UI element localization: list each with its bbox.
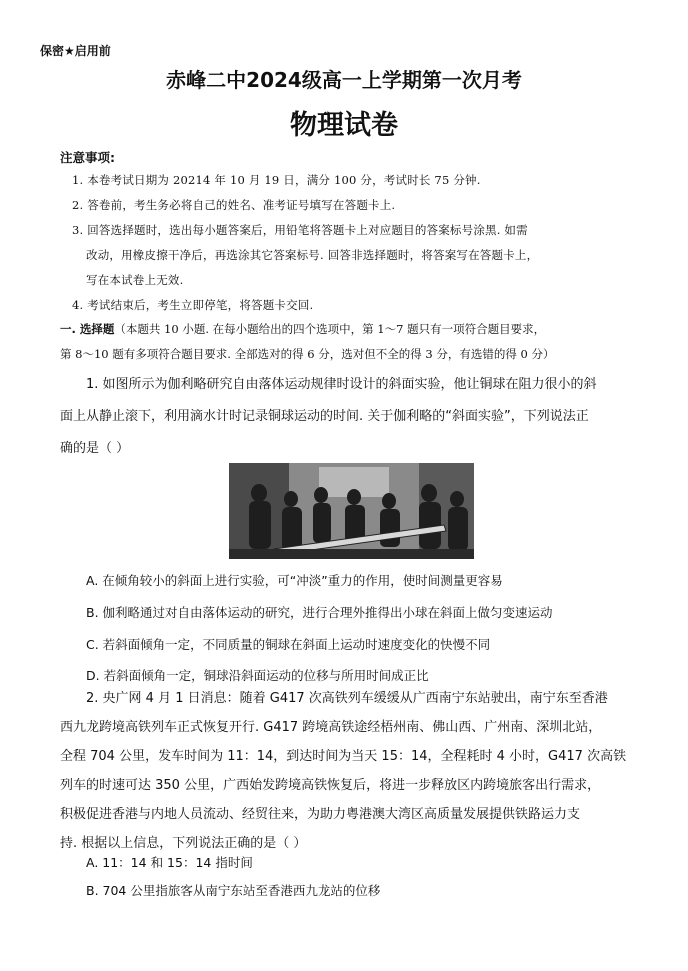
note-line: 3. 回答选择题时，选出每小题答案后，用铅笔将答题卡上对应题目的答案标号涂黑. 如需 [72, 223, 528, 237]
question-2-line: 全程 704 公里，发车时间为 11：14，到达时间为当天 15：14，全程耗时 4 小时，G417 次高铁 [60, 749, 627, 764]
q1-option-c: C. 若斜面倾角一定，不同质量的铜球在斜面上运动时速度变化的快慢不同 [86, 637, 491, 652]
question-2-line: 2. 央广网 4 月 1 日消息：随着 G417 次高铁列车缓缓从广西南宁东站驶出，南宁东至香港 [86, 691, 608, 706]
notes-heading: 注意事项: [60, 150, 115, 165]
confidential-label: 保密★启用前 [40, 44, 111, 58]
q1-option-d: D. 若斜面倾角一定，铜球沿斜面运动的位移与所用时间成正比 [86, 668, 429, 683]
note-line: 改动，用橡皮擦干净后，再选涂其它答案标号. 回答非选择题时，将答案写在答题卡上， [86, 248, 539, 262]
note-line: 2. 答卷前，考生务必将自己的姓名、准考证号填写在答题卡上. [72, 198, 396, 212]
section-header [60, 321, 545, 337]
q2-option-a: A. 11：14 和 15：14 指时间 [86, 855, 253, 870]
q2-option-b: B. 704 公里指旅客从南宁东站至香港西九龙站的位移 [86, 883, 381, 898]
q1-option-a: A. 在倾角较小的斜面上进行实验，可“冲淡”重力的作用，使时间测量更容易 [86, 573, 503, 588]
note-line: 1. 本卷考试日期为 20214 年 10 月 19 日，满分 100 分，考试时长 75 分钟. [72, 173, 481, 187]
question-2-line: 积极促进香港与内地人员流动、经贸往来，为助力粤港澳大湾区高质量发展提供铁路运力支 [60, 807, 581, 822]
section-label: 一. 选择题 [60, 322, 115, 336]
section-desc: （本题共 10 小题. 在每小题给出的四个选项中，第 1～7 题只有一项符合题目要求， [114, 322, 546, 336]
question-1-line: 确的是（ ） [60, 441, 130, 456]
question-1-line: 1. 如图所示为伽利略研究自由落体运动规律时设计的斜面实验，他让铜球在阻力很小的斜 [86, 377, 597, 392]
exam-title: 赤峰二中2024级高一上学期第一次月考 [166, 68, 522, 92]
question-2-line: 西九龙跨境高铁列车正式恢复开行. G417 跨境高铁途经梧州南、佛山西、广州南、深圳北站， [60, 720, 602, 735]
subject-title: 物理试卷 [290, 110, 398, 141]
question-1-line: 面上从静止滚下，利用滴水计时记录铜球运动的时间. 关于伽利略的“斜面实验”，下列说法正 [60, 409, 589, 424]
q1-option-b: B. 伽利略通过对自由落体运动的研究，进行合理外推得出小球在斜面上做匀变速运动 [86, 605, 553, 620]
question-2-line: 持. 根据以上信息，下列说法正确的是（ ） [60, 836, 307, 851]
note-line: 写在本试卷上无效. [86, 273, 184, 287]
galileo-engraving-icon [229, 463, 474, 559]
question-2-line: 列车的时速可达 350 公里，广西始发跨境高铁恢复后，将进一步释放区内跨境旅客出行需求， [60, 778, 601, 793]
section-desc-2: 第 8～10 题有多项符合题目要求. 全部选对的得 6 分，选对但不全的得 3 分，有选错的得 0 分） [60, 347, 555, 361]
galileo-experiment-image [229, 463, 474, 559]
note-line: 4. 考试结束后，考生立即停笔，将答题卡交回. [72, 298, 314, 312]
